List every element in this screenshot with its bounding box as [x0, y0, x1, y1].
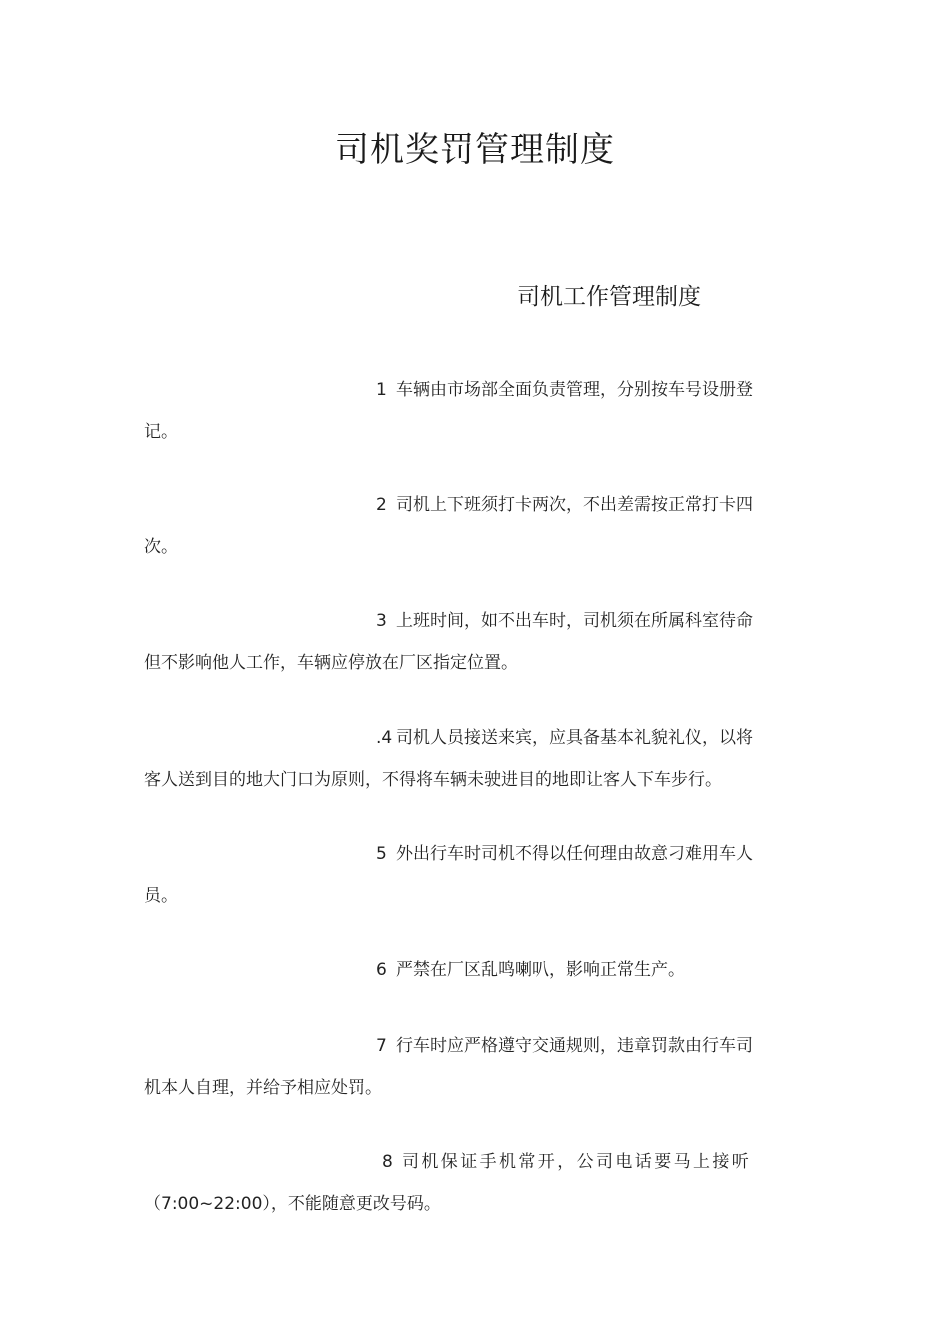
rule-text: 司机人员接送来宾，应具备基本礼貌礼仪，以将: [396, 728, 753, 748]
rule-text: 车辆由市场部全面负责管理，分别按车号设册登: [396, 380, 753, 400]
rule-text: 外出行车时司机不得以任何理由故意刁难用车人: [396, 844, 753, 864]
rule-number: 3: [376, 611, 387, 631]
rule-line-2: 但不影响他人工作，车辆应停放在厂区指定位置。: [144, 653, 518, 673]
rule-number: 6: [376, 960, 387, 980]
rule-6: [144, 949, 806, 991]
rule-number: 1: [376, 380, 387, 400]
rule-line-1: [144, 1025, 806, 1067]
rule-number: 7: [376, 1036, 387, 1056]
rule-2: [144, 484, 806, 568]
rule-line-1: [144, 369, 806, 411]
rule-text: 严禁在厂区乱鸣喇叭，影响正常生产。: [396, 960, 685, 980]
rule-line-2: 次。: [144, 537, 178, 557]
rule-number: 5: [376, 844, 387, 864]
document-title: 司机奖罚管理制度: [335, 130, 615, 170]
rule-4: [144, 717, 806, 801]
rule-line-2: 记。: [144, 422, 178, 442]
rule-text: 司机保证手机常开，公司电话要马上接听: [402, 1152, 752, 1172]
rule-line-1: [144, 717, 806, 759]
rule-line-2: 机本人自理，并给予相应处罚。: [144, 1078, 382, 1098]
rule-number: 8: [382, 1152, 396, 1172]
rule-line-2: 客人送到目的地大门口为原则，不得将车辆未驶进目的地即让客人下车步行。: [144, 770, 722, 790]
rule-line-1: [144, 949, 806, 991]
section-title: 司机工作管理制度: [517, 284, 701, 310]
rule-line-1: [144, 1141, 806, 1183]
rule-line-2: 员。: [144, 886, 178, 906]
rule-line-1: [144, 833, 806, 875]
rule-number: 2: [376, 495, 387, 515]
rule-line-2: （7:00~22:00），不能随意更改号码。: [144, 1194, 441, 1214]
rule-8: [144, 1141, 806, 1225]
rule-1: [144, 369, 806, 453]
rule-text: 上班时间，如不出车时，司机须在所属科室待命: [396, 611, 753, 631]
rule-number: .4: [376, 728, 393, 748]
rule-7: [144, 1025, 806, 1109]
rule-5: [144, 833, 806, 917]
rule-line-1: [144, 484, 806, 526]
rule-line-1: [144, 600, 806, 642]
rule-text: 行车时应严格遵守交通规则，违章罚款由行车司: [396, 1036, 753, 1056]
rule-text: 司机上下班须打卡两次，不出差需按正常打卡四: [396, 495, 753, 515]
rule-3: [144, 600, 806, 684]
